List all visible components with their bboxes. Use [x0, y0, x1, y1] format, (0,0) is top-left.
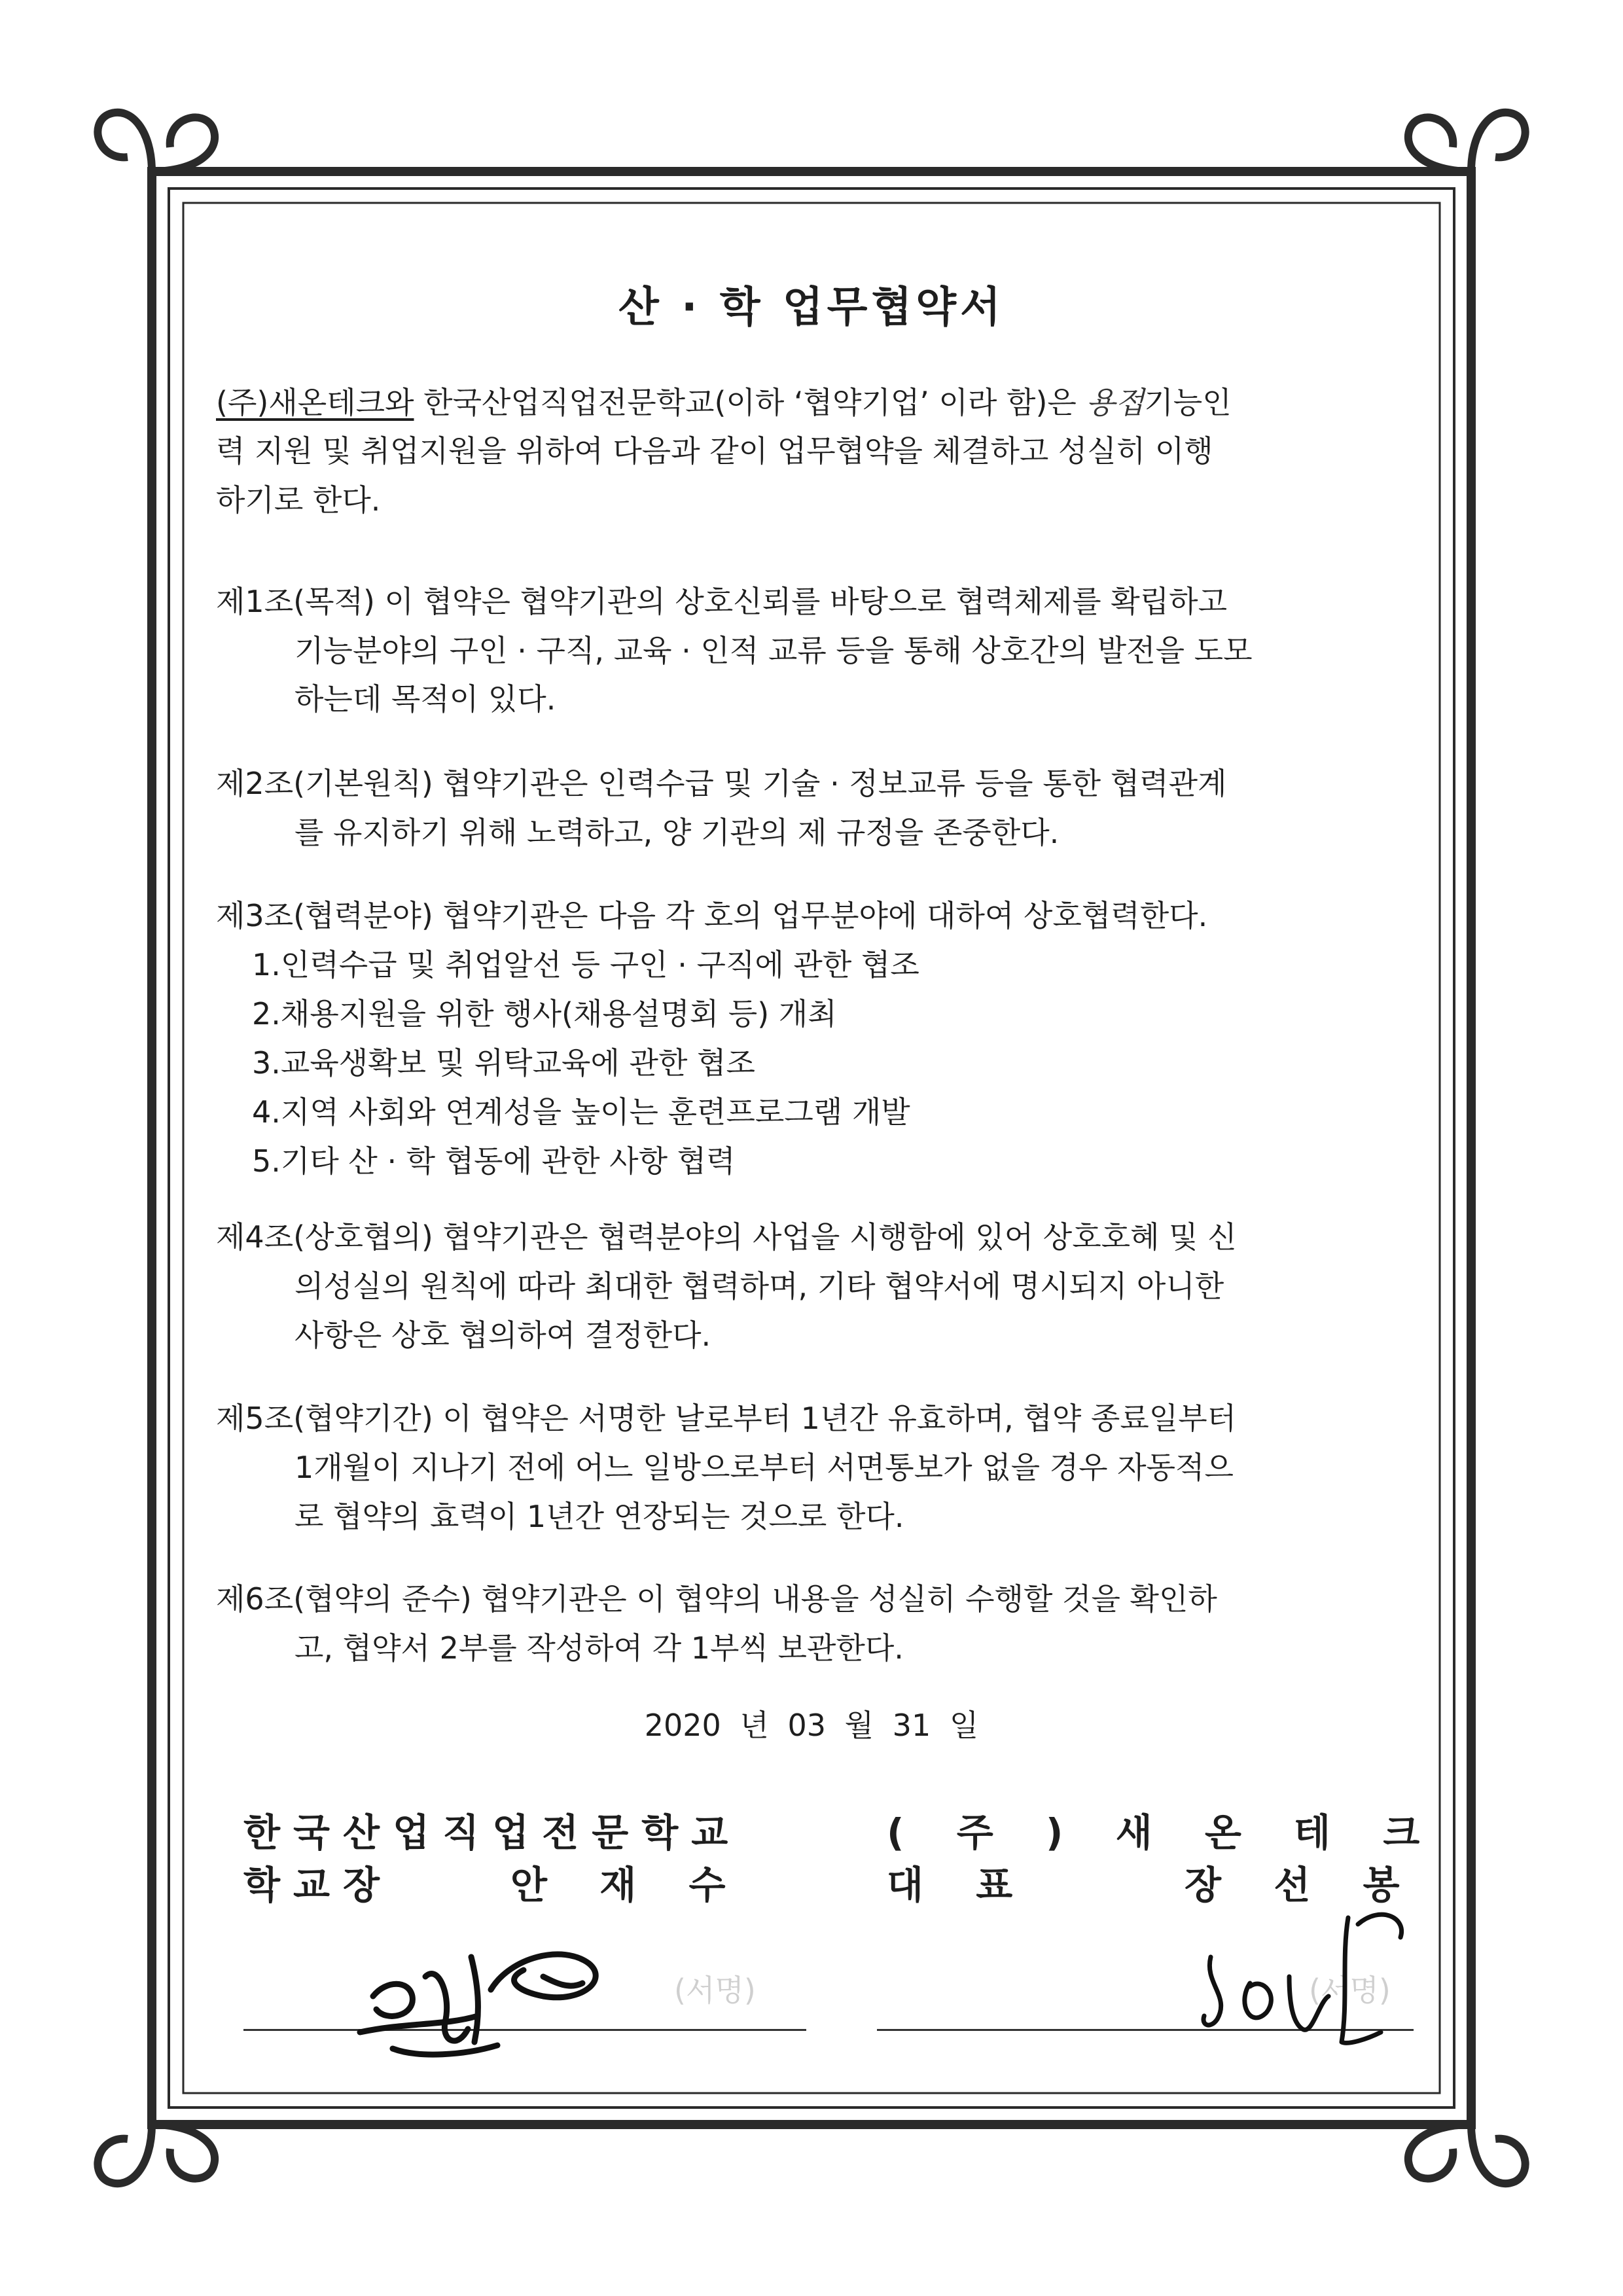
- article-4-heading: 제4조(상호협의) 협약기관은 협력분야의 사업을 시행함에 있어 상호호혜 및 신: [216, 1219, 1237, 1255]
- article-6-line-2: 고, 협약서 2부를 작성하여 각 1부씩 보관한다.: [294, 1630, 904, 1666]
- article-3-item-1: 1.인력수급 및 취업알선 등 구인 · 구직에 관한 협조: [252, 947, 919, 982]
- article-5-line-2: 1개월이 지나기 전에 어느 일방으로부터 서면통보가 없을 경우 자동적으: [294, 1450, 1234, 1485]
- intro-line-1: [216, 378, 1232, 427]
- left-party-org: 한국산업직업전문학교: [243, 1810, 741, 1855]
- intro-line-1-text: 한국산업직업전문학교(이하 ‘협약기업’ 이라 함)은: [414, 385, 1086, 420]
- article-1-line-3: 하는데 목적이 있다.: [294, 681, 556, 717]
- right-signature-mark: [1191, 1898, 1440, 2062]
- article-1-heading: 제1조(목적) 이 협약은 협약기관의 상호신뢰를 바탕으로 협력체제를 확립하고: [216, 584, 1228, 619]
- left-party-name: 안 재 수: [510, 1863, 745, 1907]
- article-3-item-3: 3.교육생확보 및 위탁교육에 관한 협조: [252, 1045, 755, 1081]
- article-1-line-2: 기능분야의 구인 · 구직, 교육 · 인적 교류 등을 통해 상호간의 발전을 도모: [294, 633, 1253, 668]
- signature-placeholder-left: (서명): [674, 1973, 756, 2008]
- document-title: 산 · 학 업무협약서: [618, 283, 1005, 332]
- signature-placeholder-right: (서명): [1309, 1973, 1391, 2008]
- left-party-title: 학교장: [243, 1863, 393, 1907]
- article-4-line-3: 사항은 상호 협의하여 결정한다.: [294, 1318, 711, 1353]
- left-signature-mark: [347, 1918, 622, 2075]
- right-party-title: 대 표: [887, 1863, 1033, 1907]
- handwritten-insert: 용접: [1086, 385, 1145, 420]
- article-5-heading: 제5조(협약기간) 이 협약은 서명한 날로부터 1년간 유효하며, 협약 종료일부터: [216, 1401, 1237, 1436]
- article-2-line-2: 를 유지하기 위해 노력하고, 양 기관의 제 규정을 존중한다.: [294, 815, 1060, 850]
- company-name-underlined: (주)새온테크와: [216, 385, 414, 420]
- article-5-line-3: 로 협약의 효력이 1년간 연장되는 것으로 한다.: [294, 1499, 904, 1534]
- intro-line-2: 력 지원 및 취업지원을 위하여 다음과 같이 업무협약을 체결하고 성실히 이행: [216, 433, 1213, 469]
- article-3-item-4: 4.지역 사회와 연계성을 높이는 훈련프로그램 개발: [252, 1094, 910, 1130]
- right-party-org: ( 주 ) 새 온 테 크: [887, 1810, 1440, 1855]
- intro-line-3: 하기로 한다.: [216, 482, 381, 518]
- article-3-item-2: 2.채용지원을 위한 행사(채용설명회 등) 개최: [252, 996, 837, 1031]
- agreement-date: 2020 년 03 월 31 일: [644, 1708, 979, 1743]
- article-3-item-5: 5.기타 산 · 학 협동에 관한 사항 협력: [252, 1143, 736, 1179]
- article-2-heading: 제2조(기본원칙) 협약기관은 인력수급 및 기술 · 정보교류 등을 통한 협력관계: [216, 766, 1227, 801]
- article-6-heading: 제6조(협약의 준수) 협약기관은 이 협약의 내용을 성실히 수행할 것을 확인하: [216, 1581, 1217, 1617]
- intro-line-1-end: 기능인: [1144, 385, 1232, 420]
- article-4-line-2: 의성실의 원칙에 따라 최대한 협력하며, 기타 협약서에 명시되지 아니한: [294, 1268, 1224, 1304]
- right-party-name: 장 선 봉: [1185, 1863, 1419, 1907]
- article-3-heading: 제3조(협력분야) 협약기관은 다음 각 호의 업무분야에 대하여 상호협력한다.: [216, 898, 1208, 933]
